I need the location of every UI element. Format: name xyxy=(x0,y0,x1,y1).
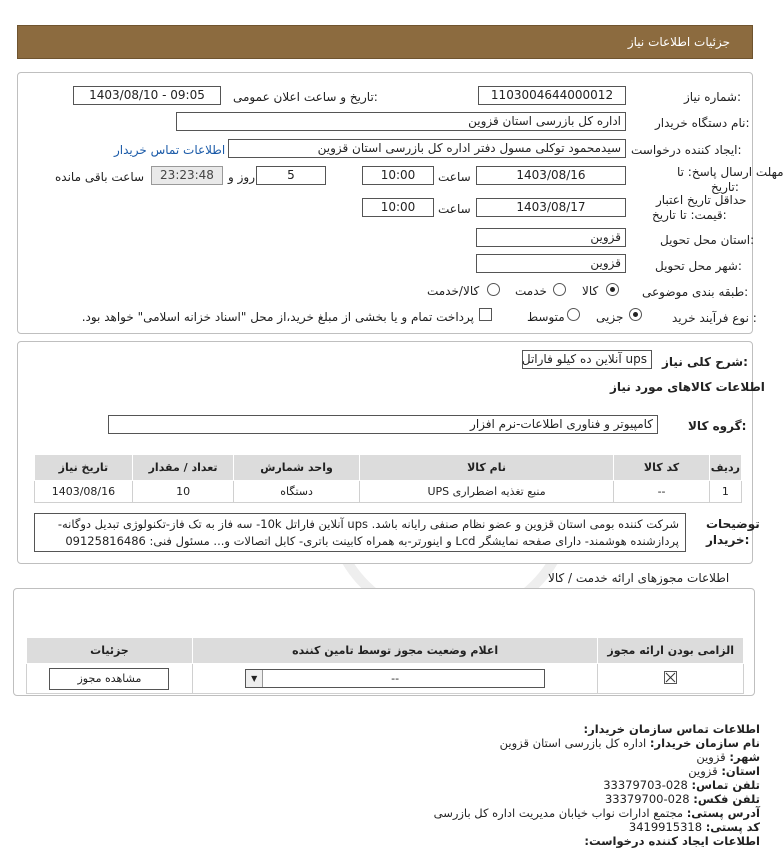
fax-value: 028-33379700 xyxy=(604,792,690,806)
city-field: قزوین xyxy=(476,254,626,273)
permits-table xyxy=(26,637,744,694)
days-field: 5 xyxy=(256,166,326,185)
goods-table xyxy=(34,454,742,503)
desc-line-2: پردازشنده هوشمند- دارای صفحه نمایشگر Lcd و اینورتر-به همراه کابینت باتری- کابل اتصالات و... مسئول فنی: 09125816486 xyxy=(65,534,679,548)
validity-label-1: حداقل تاریخ اعتبار xyxy=(656,193,747,207)
process-label: نوع فرآیند خرید : xyxy=(672,311,757,325)
goods-table-header xyxy=(35,455,742,481)
province-label-contact: استان: xyxy=(721,764,760,778)
fax-label: تلفن فکس: xyxy=(693,792,760,806)
category-radio-goods-service[interactable] xyxy=(487,283,500,296)
category-option-goods-service: کالا/خدمت xyxy=(427,284,480,298)
postal-label: کد پستی: xyxy=(705,820,760,834)
col-date: تاریخ نیاز xyxy=(35,455,133,481)
desc-line-1: شرکت کننده بومی استان قزوین و عضو نظام صنفی رایانه باشد. ups آنلاین فاراتل 10k- سه فاز به تک فاز-تکنولوژی تبدیل دوگانه- xyxy=(57,517,679,531)
buyer-contact-link[interactable]: اطلاعات تماس خریدار xyxy=(114,143,226,157)
deadline-time-label: ساعت xyxy=(438,170,471,184)
col-name: نام کالا xyxy=(359,455,614,481)
cell-date: 1403/08/16 xyxy=(35,481,133,503)
days-label: روز و xyxy=(228,170,255,184)
permit-status-value: -- xyxy=(391,672,400,685)
process-radio-medium[interactable] xyxy=(567,308,580,321)
postal-value: 3419915318 xyxy=(628,820,703,834)
contact-section xyxy=(160,722,760,848)
col-permit-details: جزئیات xyxy=(27,638,193,664)
cell-code: -- xyxy=(614,481,709,503)
city-label-contact: شهر: xyxy=(729,750,760,764)
deadline-date-field: 1403/08/16 xyxy=(476,166,626,185)
process-option-minor: جزیی xyxy=(596,310,624,324)
buyer-field: اداره کل بازرسی استان قزوین xyxy=(176,112,626,131)
address-value: مجتمع ادارات نواب خیابان مدیریت اداره کل بازرسی xyxy=(433,806,684,820)
cell-permit-details xyxy=(27,664,193,694)
announce-label: تاریخ و ساعت اعلان عمومی: xyxy=(233,90,378,104)
process-radio-minor[interactable] xyxy=(629,308,642,321)
required-checkbox[interactable] xyxy=(664,671,677,684)
desc-label-2: خریدار: xyxy=(706,533,750,547)
validity-time-field: 10:00 xyxy=(362,198,434,217)
view-permit-label: مشاهده مجوز xyxy=(77,671,142,685)
goods-group-field: کامپیوتر و فناوری اطلاعات-نرم افزار xyxy=(108,415,658,434)
cell-name: منبع تغذیه اضطراری UPS xyxy=(359,481,614,503)
view-permit-button[interactable] xyxy=(49,668,169,690)
province-value-contact: قزوین xyxy=(688,764,718,778)
remaining-time-field: 23:23:48 xyxy=(151,166,223,185)
phone-label: تلفن تماس: xyxy=(691,778,760,792)
table-row xyxy=(27,664,744,694)
cell-qty: 10 xyxy=(132,481,234,503)
category-option-service: خدمت xyxy=(515,284,547,298)
city-label: شهر محل تحویل: xyxy=(655,259,742,273)
summary-field: ups آنلاین ده کیلو فاراتل xyxy=(522,350,652,369)
deadline-time-field: 10:00 xyxy=(362,166,434,185)
desc-label-1: توضیحات xyxy=(706,517,760,531)
treasury-checkbox[interactable] xyxy=(479,308,492,321)
remaining-label: ساعت باقی مانده xyxy=(55,170,145,184)
category-radio-service[interactable] xyxy=(553,283,566,296)
buyer-label: نام دستگاه خریدار: xyxy=(655,116,750,130)
goods-group-label: گروه کالا: xyxy=(688,419,747,433)
phone-value: 028-33379703 xyxy=(603,778,688,792)
buyer-description xyxy=(34,513,686,552)
contact-title: اطلاعات تماس سازمان خریدار: xyxy=(583,722,760,736)
check-cross-icon xyxy=(665,672,676,683)
category-option-goods: کالا xyxy=(582,284,599,298)
goods-title: اطلاعات کالاهای مورد نیاز xyxy=(610,380,765,394)
need-number-field: 1103004644000012 xyxy=(478,86,626,105)
deadline-label-1: مهلت ارسال پاسخ: تا xyxy=(677,165,784,179)
creator-field: سیدمحمود توکلی مسول دفتر اداره کل بازرسی استان قزوین xyxy=(228,139,626,158)
page-header xyxy=(17,25,753,59)
province-label: استان محل تحویل: xyxy=(660,233,755,247)
category-radio-goods[interactable] xyxy=(606,283,619,296)
validity-time-label: ساعت xyxy=(438,202,471,216)
org-label: نام سازمان خریدار: xyxy=(649,736,760,750)
city-value-contact: قزوین xyxy=(696,750,726,764)
permit-status-select[interactable] xyxy=(245,669,545,688)
province-field: قزوین xyxy=(476,228,626,247)
col-unit: واحد شمارش xyxy=(234,455,359,481)
cell-unit: دستگاه xyxy=(234,481,359,503)
permits-table-header xyxy=(27,638,744,664)
category-label: طبقه بندی موضوعی: xyxy=(642,285,749,299)
validity-date-field: 1403/08/17 xyxy=(476,198,626,217)
need-number-label: شماره نیاز: xyxy=(684,90,742,104)
creator-label: ایجاد کننده درخواست: xyxy=(631,143,742,157)
table-row xyxy=(35,481,742,503)
col-qty: تعداد / مقدار xyxy=(132,455,234,481)
col-row: ردیف xyxy=(709,455,741,481)
cell-permit-status xyxy=(192,664,598,694)
summary-label: شرح کلی نیاز: xyxy=(662,355,748,369)
chevron-down-icon: ▼ xyxy=(246,670,263,687)
col-permit-status: اعلام وضعیت مجوز توسط تامین کننده xyxy=(192,638,598,664)
cell-permit-required xyxy=(598,664,744,694)
creator-contact-title: اطلاعات ایجاد کننده درخواست: xyxy=(584,834,760,848)
process-option-medium: متوسط xyxy=(527,310,565,324)
validity-label-2: قیمت: تا تاریخ: xyxy=(652,208,727,222)
page-title: جزئیات اطلاعات نیاز xyxy=(627,35,730,49)
deadline-label-2: تاریخ: xyxy=(711,180,739,194)
payment-note: پرداخت تمام و یا بخشی از مبلغ خرید،از محل "اسناد خزانه اسلامی" خواهد بود. xyxy=(81,310,474,324)
cell-row: 1 xyxy=(709,481,741,503)
permits-section-title: اطلاعات مجوزهای ارائه خدمت / کالا xyxy=(548,571,730,585)
org-value: اداره کل بازرسی استان قزوین xyxy=(499,736,647,750)
announce-field: 1403/08/10 - 09:05 xyxy=(73,86,221,105)
col-code: کد کالا xyxy=(614,455,709,481)
address-label: آدرس پستی: xyxy=(686,806,760,820)
col-permit-required: الزامی بودن ارائه مجوز xyxy=(598,638,744,664)
